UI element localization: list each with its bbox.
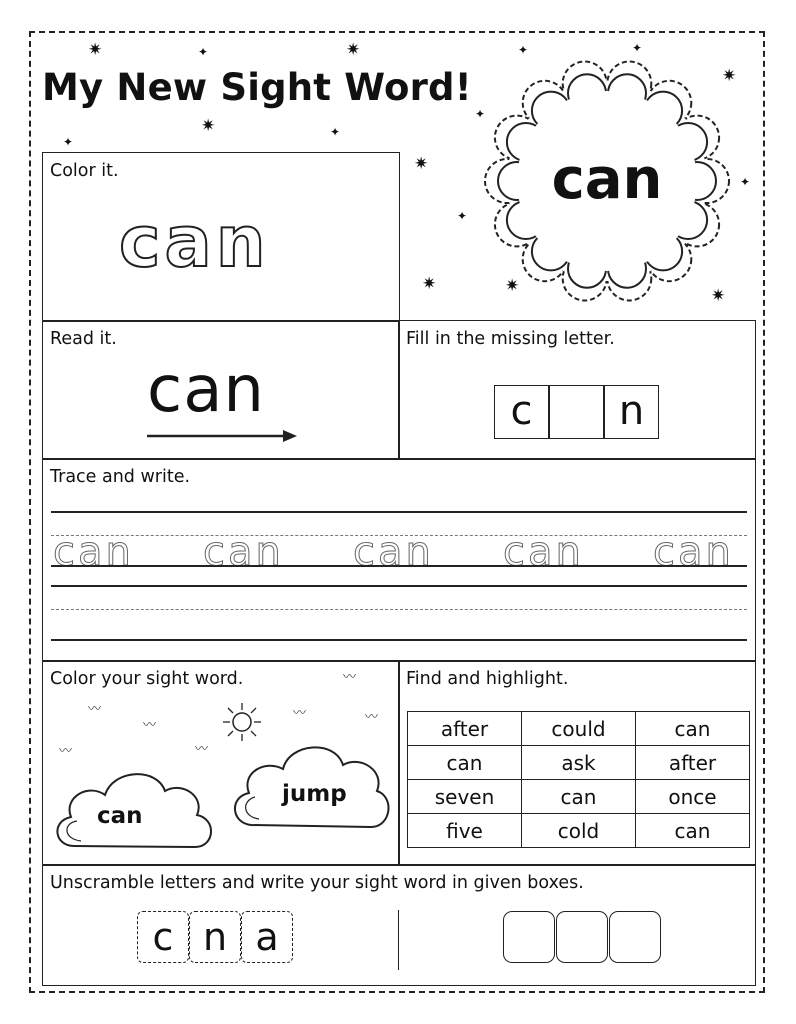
plus-star-icon: ✦ bbox=[518, 43, 529, 57]
sparkle-star-icon: ✷ bbox=[88, 40, 103, 60]
trace-word[interactable]: can bbox=[53, 529, 134, 575]
outline-word[interactable]: can bbox=[119, 201, 270, 283]
find-highlight-panel bbox=[398, 660, 756, 866]
letter-box-3: n bbox=[604, 385, 659, 439]
sparkle-star-icon: ✷ bbox=[346, 40, 361, 60]
read-it-label: Read it. bbox=[50, 329, 117, 349]
plus-star-icon: ✦ bbox=[632, 41, 643, 55]
answer-box[interactable] bbox=[503, 911, 555, 963]
writing-line[interactable] bbox=[51, 585, 747, 587]
dashed-midline bbox=[51, 609, 747, 610]
trace-word[interactable]: can bbox=[203, 529, 284, 575]
answer-box[interactable] bbox=[609, 911, 661, 963]
bird-icon: 〰 bbox=[293, 706, 307, 721]
plus-star-icon: ✦ bbox=[475, 107, 486, 121]
word-cell[interactable]: can bbox=[408, 746, 522, 780]
trace-word[interactable]: can bbox=[503, 529, 584, 575]
writing-line[interactable] bbox=[51, 639, 747, 641]
cloud-word-can[interactable]: can bbox=[97, 803, 143, 829]
sparkle-star-icon: ✷ bbox=[505, 276, 520, 296]
color-it-panel bbox=[42, 152, 400, 322]
plus-star-icon: ✦ bbox=[330, 125, 341, 139]
word-cell[interactable]: can bbox=[522, 780, 636, 814]
plus-star-icon: ✦ bbox=[740, 175, 751, 189]
writing-line bbox=[51, 565, 747, 567]
trace-word[interactable]: can bbox=[353, 529, 434, 575]
sparkle-star-icon: ✷ bbox=[422, 274, 437, 294]
word-cell[interactable]: once bbox=[636, 780, 750, 814]
read-it-panel bbox=[42, 320, 400, 460]
letter-box-missing[interactable] bbox=[549, 385, 604, 439]
word-cell[interactable]: can bbox=[636, 814, 750, 848]
fill-missing-label: Fill in the missing letter. bbox=[406, 329, 615, 349]
word-cell[interactable]: five bbox=[408, 814, 522, 848]
word-cell[interactable]: ask bbox=[522, 746, 636, 780]
arrow-right-icon bbox=[147, 429, 297, 443]
bird-icon: 〰 bbox=[143, 718, 157, 733]
table-row bbox=[408, 712, 750, 746]
page-title: My New Sight Word! bbox=[42, 66, 472, 109]
word-cell[interactable]: cold bbox=[522, 814, 636, 848]
plus-star-icon: ✦ bbox=[457, 209, 468, 223]
plus-star-icon: ✦ bbox=[198, 45, 209, 59]
scrambled-letter: c bbox=[137, 911, 189, 963]
word-cell[interactable]: after bbox=[636, 746, 750, 780]
read-word: can bbox=[147, 353, 265, 427]
bird-icon: 〰 bbox=[195, 742, 209, 757]
scrambled-letter: n bbox=[189, 911, 241, 963]
fill-missing-panel bbox=[398, 320, 756, 460]
find-highlight-label: Find and highlight. bbox=[406, 669, 569, 689]
letter-box-1: c bbox=[494, 385, 549, 439]
table-row bbox=[408, 746, 750, 780]
trace-write-panel bbox=[42, 458, 756, 662]
trace-word[interactable]: can bbox=[653, 529, 734, 575]
color-sight-word-label: Color your sight word. bbox=[50, 669, 244, 689]
sparkle-star-icon: ✷ bbox=[414, 154, 429, 174]
bird-icon: 〰 bbox=[59, 744, 73, 759]
cloud-word-jump[interactable]: jump bbox=[282, 781, 347, 807]
table-row bbox=[408, 814, 750, 848]
plus-star-icon: ✦ bbox=[63, 135, 74, 149]
word-cell[interactable]: could bbox=[522, 712, 636, 746]
badge-word: can bbox=[551, 147, 663, 212]
color-sight-word-panel bbox=[42, 660, 400, 866]
sparkle-star-icon: ✷ bbox=[722, 66, 737, 86]
table-row bbox=[408, 780, 750, 814]
bird-icon: 〰 bbox=[365, 710, 379, 725]
sight-word-badge bbox=[482, 55, 732, 307]
divider bbox=[398, 910, 399, 970]
word-cell[interactable]: can bbox=[636, 712, 750, 746]
sparkle-star-icon: ✷ bbox=[201, 116, 216, 136]
scrambled-letter: a bbox=[241, 911, 293, 963]
bird-icon: 〰 bbox=[88, 702, 102, 717]
sparkle-star-icon: ✷ bbox=[711, 286, 726, 306]
writing-line bbox=[51, 511, 747, 513]
word-cell[interactable]: seven bbox=[408, 780, 522, 814]
bird-icon: 〰 bbox=[343, 670, 357, 685]
color-it-label: Color it. bbox=[50, 161, 119, 181]
trace-write-label: Trace and write. bbox=[50, 467, 191, 487]
word-grid bbox=[407, 711, 750, 848]
unscramble-panel bbox=[42, 864, 756, 986]
word-cell[interactable]: after bbox=[408, 712, 522, 746]
answer-box[interactable] bbox=[556, 911, 608, 963]
unscramble-label: Unscramble letters and write your sight word in given boxes. bbox=[50, 873, 584, 893]
